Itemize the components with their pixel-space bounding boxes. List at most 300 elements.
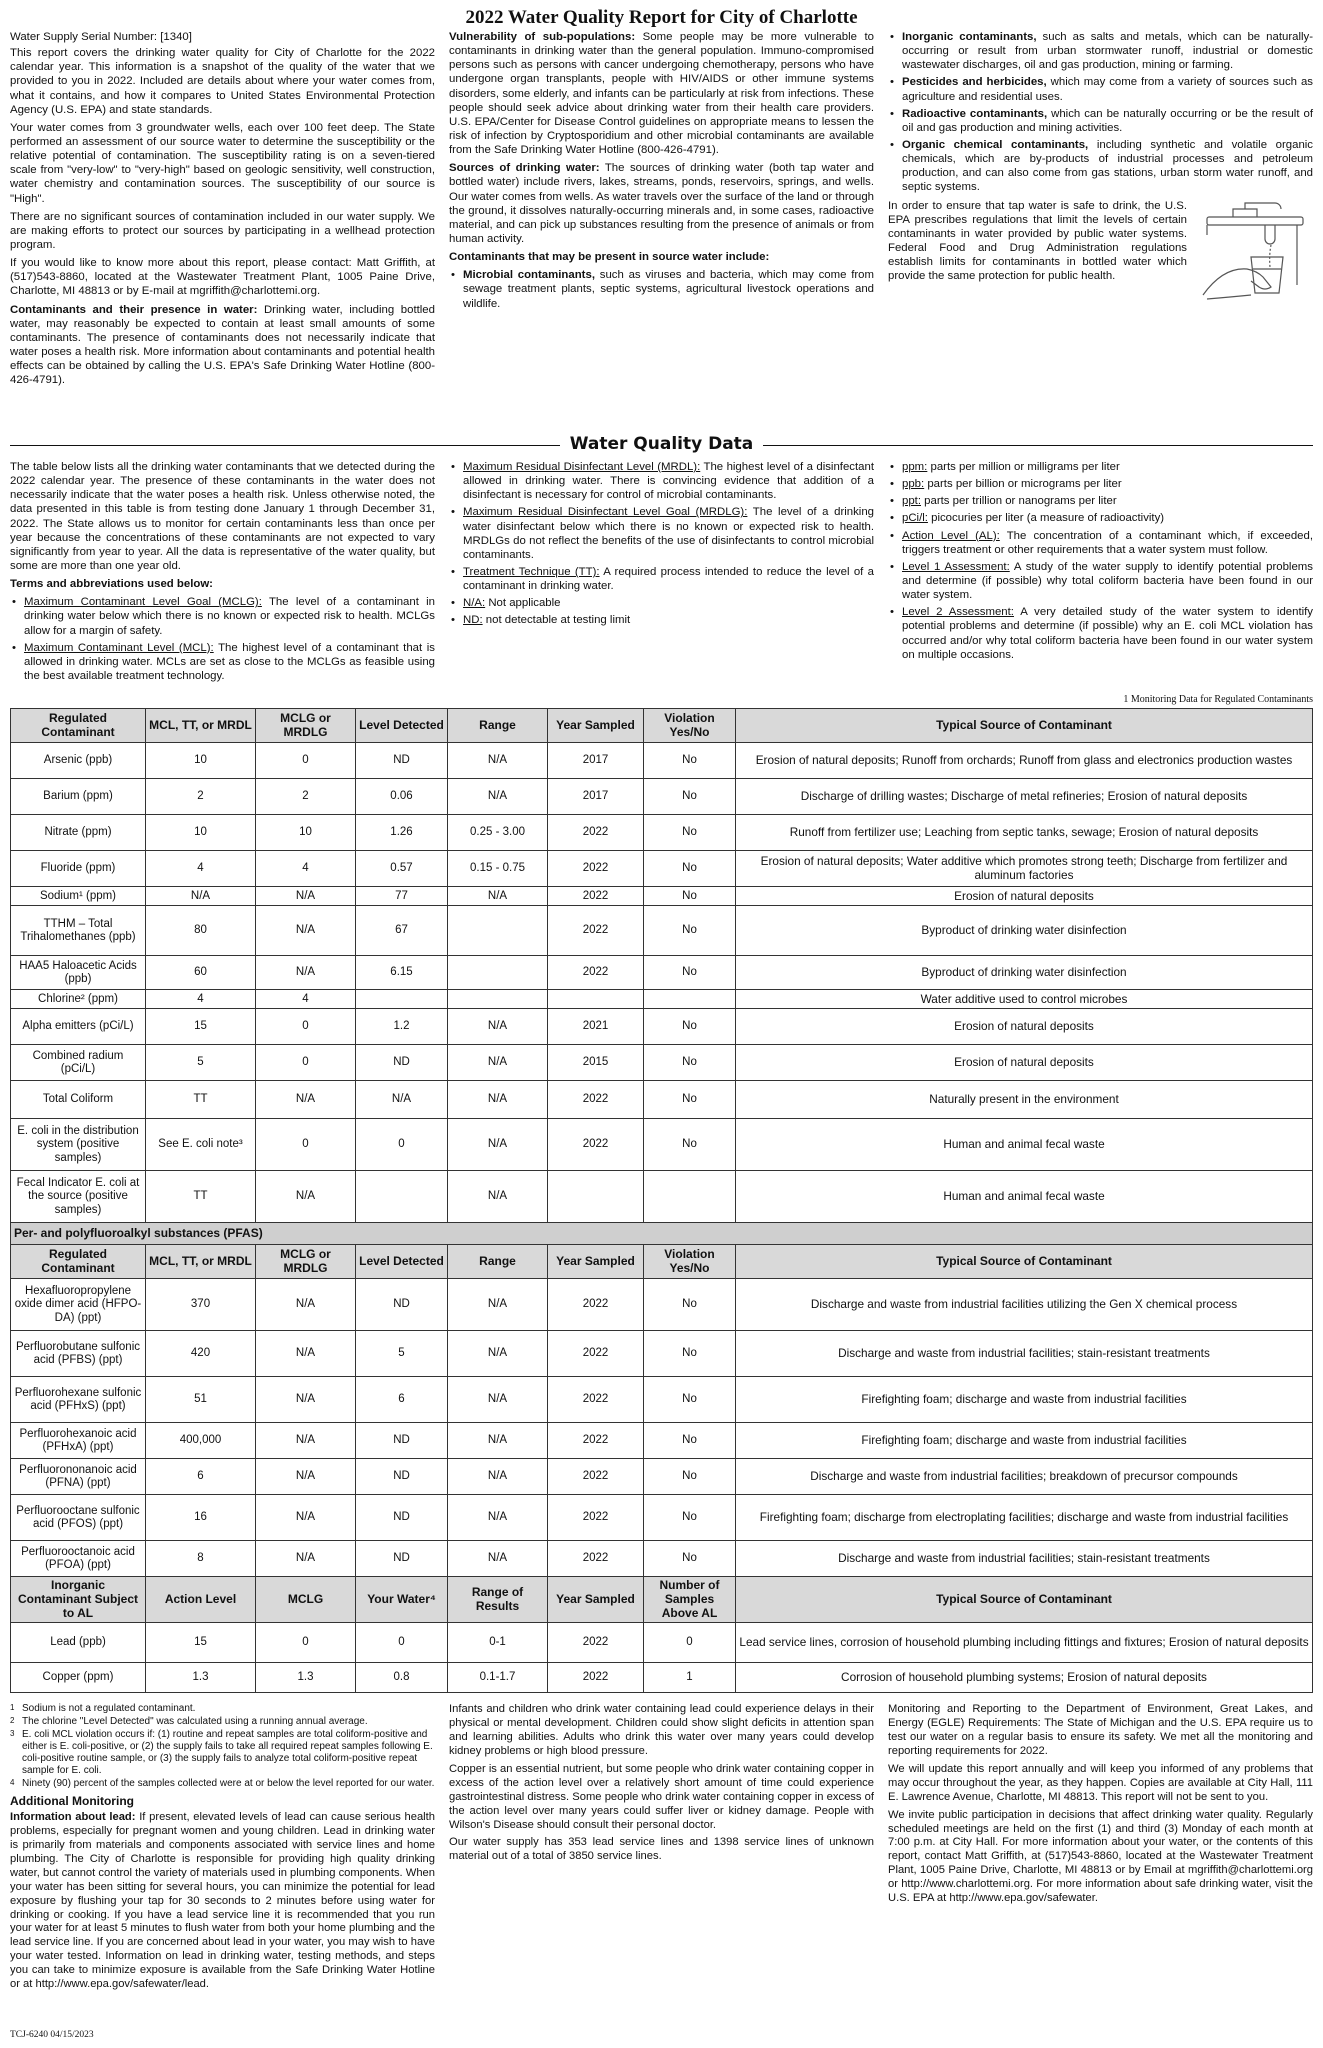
term-name: pCi/l: [902,512,928,525]
table-cell: N/A [448,1081,548,1119]
table-cell: 6 [146,1459,256,1495]
typical-source: Erosion of natural deposits [736,1009,1313,1045]
table-cell: 2022 [548,1119,644,1171]
table-row [11,1009,1313,1045]
additional-heading: Additional Monitoring [10,1794,134,1809]
table-cell: 1 [644,1663,736,1693]
table-cell: 0 [644,1623,736,1663]
col-header: Regulated Contaminant [11,709,146,743]
table-cell: 0 [256,1009,356,1045]
typical-source: Erosion of natural deposits; Runoff from orchards; Runoff from glass and electronics production wastes [736,743,1313,779]
bullet-body: including synthetic and volatile organic chemicals, which are by-products of industrial processes and petroleum production, and can also come from gas stations, urban storm water runoff, and septic systems. [902,138,1314,194]
table-cell: 2022 [548,1377,644,1423]
table-cell: N/A [448,1171,548,1223]
table-cell: No [644,1377,736,1423]
table-row [11,743,1313,779]
term-def: The highest level of a contaminant that is allowed in drinking water. MCLs are set as close to the MCLGs as feasible using the best available treatment technology. [24,641,435,682]
col-header: Typical Source of Contaminant [736,709,1313,743]
typical-source: Human and animal fecal waste [736,1171,1313,1223]
table-cell: 10 [146,743,256,779]
bullet-body: which may come from a variety of sources such as agriculture and residential uses. [902,76,1314,103]
footer-section [10,1703,1313,1990]
intro-p4: If you would like to know more about this report, please contact: Matt Griffith, at (517)543-8860, located at the Wastewater Treatment Plant, 1005 Paine Drive, Charlotte, MI 48813 or by E-mail at mgriffith@charlottemi.org. [10,257,435,298]
table-cell: 2015 [548,1045,644,1081]
term-def: The level of a contaminant in drinking water below which there is no known or expected risk to health. MCLGs allow for a margin of safety. [24,596,436,637]
bullet-heading: Microbial contaminants, [463,269,595,282]
table-cell: No [644,1119,736,1171]
term-item [888,529,1313,557]
table-cell: 8 [146,1541,256,1577]
table-cell [448,956,548,990]
table-cell: ND [356,1459,448,1495]
table-cell: N/A [448,887,548,906]
table-cell: 400,000 [146,1423,256,1459]
typical-source: Erosion of natural deposits; Water additive which promotes strong teeth; Discharge from fertilizer and aluminum factories [736,851,1313,887]
table-cell: 420 [146,1331,256,1377]
table-row [11,1377,1313,1423]
table-cell: 2022 [548,1279,644,1331]
serial-number: Water Supply Serial Number: [1340] [10,31,192,43]
lead-body: If present, elevated levels of lead can cause serious health problems, especially for pregnant women and young children. Lead in drinking water is primarily from materials and components associated with service lines and home plumbing. The City of Charlotte is responsible for providing high quality drinking water, but cannot control the variety of materials used in plumbing components. When your water has been sitting for several hours, you can minimize the potential for lead exposure by flushing your tap for 30 seconds to 2 minutes before using water for drinking or cooking. If you have a lead service line it is recommended that you run your water for at least 5 minutes to flush water from both your home plumbing and the lead service line. If you are concerned about lead in your water, you may wish to have your water tested. Information on lead in drinking water, testing methods, and steps you can take to minimize exposure is available from the Safe Drinking Water Hotline or at http://www.epa.gov/safewater/lead. [10,1811,435,1990]
intro-p8: Contaminants that may be present in source water include: [449,251,770,264]
bullet-heading: Pesticides and herbicides, [902,76,1047,89]
footnote-text: Sodium is not a regulated contaminant. [22,1703,196,1715]
term-name: Maximum Contaminant Level (MCL): [24,641,214,654]
table-cell: No [644,743,736,779]
term-item [888,494,1313,508]
footnote-text: Ninety (90) percent of the samples collected were at or below the level reported for our water. [22,1778,435,1790]
contaminant-name: Barium (ppm) [11,779,146,815]
table-cell: No [644,1045,736,1081]
regulated-rows [11,743,1313,1223]
contaminant-name: Perfluorononanoic acid (PFNA) (ppt) [11,1459,146,1495]
footer-col-2 [449,1703,874,1973]
table-cell: N/A [256,1495,356,1541]
table-cell: 51 [146,1377,256,1423]
table-cell: 0-1 [448,1623,548,1663]
term-item [449,460,874,502]
intro-section [10,30,1313,430]
table-cell: 0.8 [356,1663,448,1693]
table-row [11,1331,1313,1377]
wqd-intro: The table below lists all the drinking water contaminants that we detected during the 2022 calendar year. The presence of these contaminants in the water does not necessarily indicate that the water poses a health risk. Unless otherwise noted, the data presented in this table is from testing done January 1 through December 31, 2022. The State allows us to monitor for certain contaminants less than once per year because the concentrations of these contaminants are not expected to vary significantly from year to year. All the data is representative of the water quality, but some are more than one year old. [10,461,435,572]
term-item [449,596,874,610]
table-cell: N/A [256,1423,356,1459]
table-cell: N/A [448,743,548,779]
table-row [11,1119,1313,1171]
table-cell: N/A [448,1423,548,1459]
term-item [888,511,1313,525]
contaminant-name: Perfluorooctane sulfonic acid (PFOS) (ppt) [11,1495,146,1541]
table-cell: 0 [256,1623,356,1663]
terms-col-3 [888,460,1313,692]
lead-copper-rows [11,1623,1313,1693]
table-cell: No [644,1459,736,1495]
table-cell: 0.57 [356,851,448,887]
terms-section [10,460,1313,692]
footer-col-1 [10,1703,435,1990]
table-cell: 2022 [548,1541,644,1577]
contaminant-name: Perfluorohexanoic acid (PFHxA) (ppt) [11,1423,146,1459]
col-header: Your Water⁴ [356,1577,448,1623]
col-header: Level Detected [356,709,448,743]
typical-source: Erosion of natural deposits [736,887,1313,906]
footnote-text: E. coli MCL violation occurs if: (1) routine and repeat samples are total coliform-positive and either is E. coli-positive, or (2) the supply fails to take all required repeat samples following E. coli-positive routine sample, or (3) the supply fails to analyze total coliform-positive repeat sample for E. coli. [22,1729,433,1777]
table-cell: 1.2 [356,1009,448,1045]
typical-source: Firefighting foam; discharge and waste from industrial facilities [736,1423,1313,1459]
table-cell: 4 [256,990,356,1009]
table-cell: N/A [448,779,548,815]
term-def: parts per trillion or nanograms per liter [921,495,1117,508]
contaminant-name: Nitrate (ppm) [11,815,146,851]
table-cell: 0.15 - 0.75 [448,851,548,887]
typical-source: Water additive used to control microbes [736,990,1313,1009]
typical-source: Runoff from fertilizer use; Leaching from septic tanks, sewage; Erosion of natural deposits [736,815,1313,851]
table-cell: No [644,851,736,887]
table-cell: 4 [146,851,256,887]
bullet-body: which can be naturally occurring or be the result of oil and gas production and mining activities. [902,107,1313,134]
table-cell: ND [356,743,448,779]
term-item [888,560,1313,602]
table-cell: 1.26 [356,815,448,851]
contaminant-name: E. coli in the distribution system (positive samples) [11,1119,146,1171]
intro-p7 [449,161,874,246]
table-cell: ND [356,1045,448,1081]
table-cell: No [644,906,736,956]
service-lines-info: Our water supply has 353 lead service lines and 1398 service lines of unknown material out of a total of 3850 service lines. [449,1836,874,1863]
table-cell [548,990,644,1009]
faucet-hand-illustration [1193,199,1313,303]
p7-heading: Sources of drinking water: [449,162,600,175]
col-header: Action Level [146,1577,256,1623]
footer-col-3 [888,1703,1313,1973]
term-item [10,595,435,637]
table-cell: N/A [256,1279,356,1331]
contaminant-name: Fecal Indicator E. coli at the source (positive samples) [11,1171,146,1223]
table-cell: 2022 [548,1623,644,1663]
table-cell: N/A [448,1495,548,1541]
contaminant-list-cont [888,30,1313,195]
term-item [888,477,1313,491]
table-row [11,956,1313,990]
table-cell: 2 [146,779,256,815]
table-row [11,1623,1313,1663]
table-cell: 2017 [548,743,644,779]
table-cell: N/A [256,906,356,956]
table-cell: No [644,779,736,815]
col-header: MCL, TT, or MRDL [146,709,256,743]
footnote-number: 3 [10,1729,15,1739]
col-header: MCL, TT, or MRDL [146,1245,256,1279]
table-cell: 4 [256,851,356,887]
contaminant-name: Perfluorooctanoic acid (PFOA) (ppt) [11,1541,146,1577]
term-name: Maximum Residual Disinfectant Level Goal (MRDLG): [463,506,748,519]
table-cell: N/A [146,887,256,906]
table-cell: 80 [146,906,256,956]
water-quality-table [10,708,1313,1693]
typical-source: Discharge and waste from industrial facilities; stain-resistant treatments [736,1331,1313,1377]
term-item [888,605,1313,662]
term-item [888,460,1313,474]
document-id: TCJ-6240 04/15/2023 [10,2030,94,2041]
table-cell: No [644,887,736,906]
table-cell: 2022 [548,1081,644,1119]
p7-body: The sources of drinking water (both tap water and bottled water) include rivers, lakes, streams, ponds, reservoirs, springs, and wells. Our water comes from wells. As water travels over the surface of the land or through the ground, it dissolves naturally-occurring minerals and, in some cases, radioactive material, and can pick up substances resulting from the presence of animals or from human activity. [449,162,874,245]
copper-info: Copper is an essential nutrient, but some people who drink water containing copper in excess of the action level over a relatively short amount of time could experience gastrointestinal distress. Some people who drink water containing copper in excess of the action level over many years could suffer liver or kidney damage. People with Wilson's Disease should consult their personal doctor. [449,1762,874,1831]
col-header: MCLG or MRDLG [256,709,356,743]
pfas-rows [11,1279,1313,1577]
table-row [11,1459,1313,1495]
col-header: MCLG or MRDLG [256,1245,356,1279]
term-name: ND: [463,614,483,627]
footnote-text: The chlorine "Level Detected" was calculated using a running annual average. [22,1716,368,1728]
table-cell: N/A [256,1377,356,1423]
term-name: Treatment Technique (TT): [463,565,600,578]
intro-col-1 [10,30,435,430]
terms-col-2 [449,460,874,692]
col-header: Violation Yes/No [644,1245,736,1279]
table-row [11,1081,1313,1119]
term-def: Not applicable [485,597,561,610]
typical-source: Erosion of natural deposits [736,1045,1313,1081]
table-cell: 16 [146,1495,256,1541]
table-cell: 0 [256,743,356,779]
table-cell: N/A [256,887,356,906]
table-caption: 1 Monitoring Data for Regulated Contaminants [1123,694,1313,705]
col-header: Violation Yes/No [644,709,736,743]
table-cell: See E. coli note³ [146,1119,256,1171]
table-cell: 0 [356,1119,448,1171]
contaminant-name: Chlorine² (ppm) [11,990,146,1009]
table-cell: 0.06 [356,779,448,815]
table-cell: 2022 [548,956,644,990]
footnote [10,1716,435,1728]
divider [10,445,560,446]
table-cell: 1.3 [256,1663,356,1693]
typical-source: Discharge and waste from industrial facilities; breakdown of precursor compounds [736,1459,1313,1495]
term-name: Maximum Residual Disinfectant Level (MRDL): [463,461,701,473]
table-cell: 2021 [548,1009,644,1045]
table-row [11,1045,1313,1081]
table-cell [356,990,448,1009]
table-cell: ND [356,1423,448,1459]
typical-source: Firefighting foam; discharge from electroplating facilities; discharge and waste from industrial facilities [736,1495,1313,1541]
table-cell: 67 [356,906,448,956]
term-name: ppt: [902,495,921,508]
participation-info: We invite public participation in decisions that affect drinking water quality. Regularly scheduled meetings are held on the first (1) and third (3) Monday of each month at 7:00 p.m. at City Hall. For more information about your water, or the contents of this report, contact Matt Griffith, at (517)543-8860, located at the Wastewater Treatment Plant, 1005 Paine Drive, Charlotte, MI 48813 or by Email at mgriffith@charlottemi.org or http://www.charlottemi.org. For more information about safe drinking water, visit the U.S. EPA at http://www.epa.gov/safewater. [888,1808,1313,1904]
table-row [11,1279,1313,1331]
table-cell: N/A [356,1081,448,1119]
table-cell: N/A [256,1081,356,1119]
table-row [11,1423,1313,1459]
typical-source: Lead service lines, corrosion of household plumbing including fittings and fixtures; Erosion of natural deposits [736,1623,1313,1663]
col-header: Typical Source of Contaminant [736,1245,1313,1279]
footnote [10,1778,435,1790]
col-header: MCLG [256,1577,356,1623]
table-cell: N/A [448,1377,548,1423]
bullet-heading: Radioactive contaminants, [902,107,1048,120]
term-def: A required process intended to reduce the level of a contaminant in drinking water. [463,565,874,593]
wqd-heading [10,434,1313,456]
table-row [11,990,1313,1009]
table-cell: No [644,1495,736,1541]
table-cell: N/A [256,1331,356,1377]
term-name: Level 1 Assessment: [902,560,1010,573]
list-item [449,268,874,310]
contaminant-name: Sodium¹ (ppm) [11,887,146,906]
p6-heading: Vulnerability of sub-populations: [449,31,636,43]
contaminant-name: TTHM – Total Trihalomethanes (ppb) [11,906,146,956]
terms-heading: Terms and abbreviations used below: [10,578,213,591]
table-cell: 10 [256,815,356,851]
contaminant-list [449,268,874,310]
term-def: A very detailed study of the water system to identify potential problems and determine (if possible) why an E. coli MCL violation has occurred and/or why total coliform bacteria have been found in our water system on multiple occasions. [902,606,1314,661]
table-cell: N/A [448,1009,548,1045]
list-item [888,138,1313,195]
col-header: Range of Results [448,1577,548,1623]
term-name: ppb: [902,478,925,491]
p5-heading: Contaminants and their presence in water: [10,303,258,316]
col-header: Inorganic Contaminant Subject to AL [11,1577,146,1623]
list-item [888,75,1313,103]
table-row [11,1495,1313,1541]
contaminant-name: Fluoride (ppm) [11,851,146,887]
table-cell: 4 [146,990,256,1009]
table-cell [548,1171,644,1223]
term-name: Level 2 Assessment: [902,606,1014,619]
contaminant-name: Combined radium (pCi/L) [11,1045,146,1081]
table-header-row [11,709,1313,743]
table-cell: 0.1-1.7 [448,1663,548,1693]
table-cell [448,990,548,1009]
table-cell: N/A [256,1541,356,1577]
contaminant-name: Alpha emitters (pCi/L) [11,1009,146,1045]
intro-p3: There are no significant sources of contamination included in our water supply. We are making efforts to protect our sources by participating in a wellhead protection program. [10,210,435,251]
col-header: Number of Samples Above AL [644,1577,736,1623]
table-cell: ND [356,1495,448,1541]
table-cell: 1.3 [146,1663,256,1693]
typical-source: Human and animal fecal waste [736,1119,1313,1171]
table-cell: 0 [256,1045,356,1081]
table-row [11,1663,1313,1693]
table-cell [644,990,736,1009]
table-cell: 2022 [548,851,644,887]
table-row [11,851,1313,887]
bullet-body: such as viruses and bacteria, which may come from sewage treatment plants, septic systems, agricultural livestock operations and wildlife. [463,269,874,310]
p5-body: Drinking water, including bottled water, may reasonably be expected to contain at least small amounts of some contaminants. The presence of contaminants does not necessarily indicate that water poses a health risk. More information about contaminants and potential health effects can be obtained by calling the U.S. EPA's Safe Drinking Water Hotline (800-426-4791). [10,303,435,387]
lead-info [10,1811,435,1992]
lead-section [11,1577,1313,1623]
contaminant-name: Copper (ppm) [11,1663,146,1693]
col-header: Level Detected [356,1245,448,1279]
contaminant-name: Lead (ppb) [11,1623,146,1663]
contaminant-name: Arsenic (ppb) [11,743,146,779]
table-cell: N/A [448,1459,548,1495]
bullet-body: such as salts and metals, which can be naturally-occurring or result from urban stormwater runoff, industrial or domestic wastewater discharges, oil and gas production, mining or farming. [902,31,1313,72]
table-row [11,906,1313,956]
table-cell: 77 [356,887,448,906]
term-def: parts per million or milligrams per liter [927,461,1120,473]
table-cell: 60 [146,956,256,990]
table-cell [448,906,548,956]
table-cell: ND [356,1279,448,1331]
table-cell: 0 [256,1119,356,1171]
bullet-heading: Organic chemical contaminants, [902,138,1089,151]
table-cell: 2022 [548,815,644,851]
term-def: The level of a drinking water disinfectant below which there is no known or expected risk to health. MRDLGs do not reflect the benefits of the use of disinfectants to control microbial contaminants. [463,506,874,561]
table-row [11,815,1313,851]
col-header: Year Sampled [548,1245,644,1279]
terms-col-1 [10,460,435,692]
footnote [10,1703,435,1715]
list-item [888,30,1313,72]
col-header: Regulated Contaminant [11,1245,146,1279]
col-header: Typical Source of Contaminant [736,1577,1313,1623]
pfas-label-row [11,1223,1313,1245]
col-header: Year Sampled [548,1577,644,1623]
typical-source: Naturally present in the environment [736,1081,1313,1119]
table-cell: 2022 [548,1495,644,1541]
typical-source: Discharge and waste from industrial facilities; stain-resistant treatments [736,1541,1313,1577]
footnote-number: 2 [10,1716,15,1726]
term-def: The highest level of a disinfectant allowed in drinking water. There is convincing evidence that addition of a disinfectant is necessary for control of microbial contaminants. [463,461,874,502]
typical-source: Discharge and waste from industrial facilities utilizing the Gen X chemical process [736,1279,1313,1331]
table-cell: 15 [146,1623,256,1663]
term-name: N/A: [463,597,486,610]
table-cell: 2022 [548,1423,644,1459]
terms-list [888,460,1313,662]
table-cell: 2022 [548,887,644,906]
wqd-title: Water Quality Data [569,434,754,455]
children-info: Infants and children who drink water containing lead could experience delays in their physical or mental development. Children could show slight deficits in attention span and learning abilities. Adults who drink this water over many years could develop kidney problems or high blood pressure. [449,1703,874,1758]
table-row [11,1171,1313,1223]
intro-p5 [10,303,435,388]
contaminant-name: Hexafluoropropylene oxide dimer acid (HFPO-DA) (ppt) [11,1279,146,1331]
table-cell: ND [356,1541,448,1577]
bullet-heading: Inorganic contaminants, [902,31,1037,43]
table-cell: 15 [146,1009,256,1045]
footnote [10,1729,435,1777]
table-cell: N/A [448,1045,548,1081]
term-item [449,505,874,562]
table-cell: 6.15 [356,956,448,990]
table-cell: 5 [146,1045,256,1081]
typical-source: Byproduct of drinking water disinfection [736,956,1313,990]
term-item [10,641,435,683]
term-def: not detectable at testing limit [482,614,631,627]
intro-p2: Your water comes from 3 groundwater wells, each over 100 feet deep. The State performed an assessment of our source water to determine the susceptibility or the relative potential of contamination. The susceptibility rating is on a seven-tiered scale from "very-low" to "very-high" based on geologic sensitivity, well construction, water chemistry and contamination sources. The susceptibility of our source is "High". [10,121,435,205]
table-cell: N/A [256,1459,356,1495]
table-cell: No [644,956,736,990]
term-name: Maximum Contaminant Level Goal (MCLG): [24,596,262,609]
table-cell: No [644,1081,736,1119]
contaminant-name: Perfluorohexane sulfonic acid (PFHxS) (ppt) [11,1377,146,1423]
table-cell: 2017 [548,779,644,815]
footnote-number: 1 [10,1703,15,1713]
table-cell: 6 [356,1377,448,1423]
term-def: A study of the water supply to identify potential problems and determine (if possible) why total coliform bacteria have been found in our water system. [902,560,1313,602]
table-cell: No [644,1541,736,1577]
divider [763,445,1313,446]
report-title: 2022 Water Quality Report for City of Charlotte [465,7,858,28]
col-header: Range [448,1245,548,1279]
pfas-label: Per- and polyfluoroalkyl substances (PFAS) [11,1223,1313,1245]
table-row [11,779,1313,815]
table-cell: 2022 [548,1331,644,1377]
table-cell: TT [146,1081,256,1119]
terms-list [10,595,435,683]
table-row [11,1541,1313,1577]
